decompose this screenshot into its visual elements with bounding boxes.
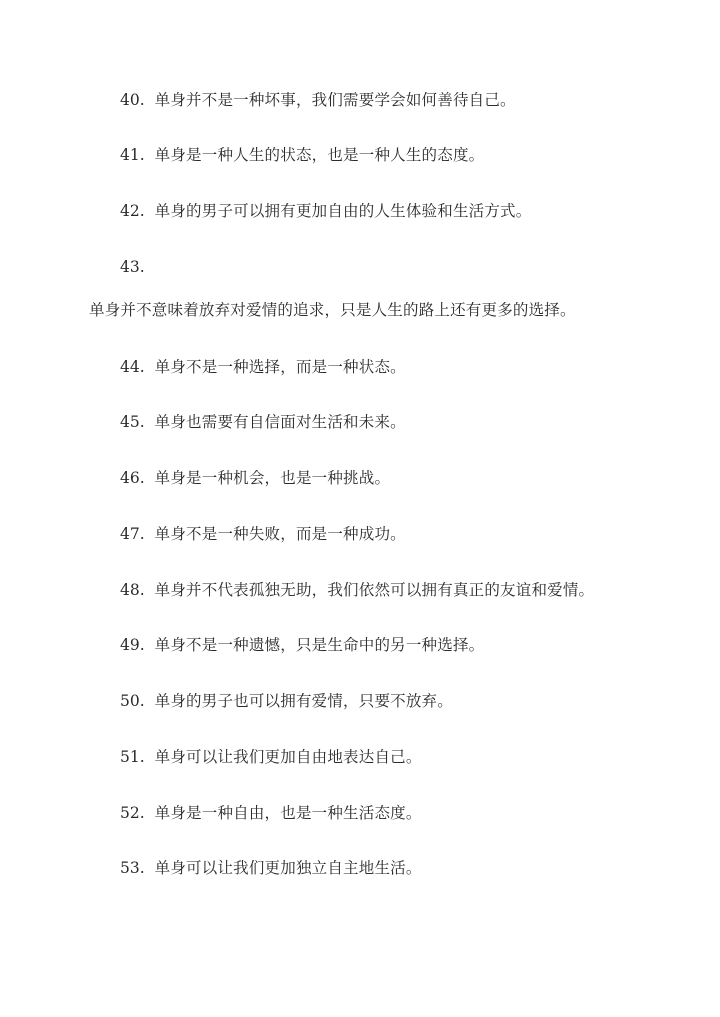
item-number: 52. — [120, 804, 145, 822]
item-text: 单身并不是一种坏事，我们需要学会如何善待自己。 — [154, 91, 516, 109]
item-text: 单身是一种人生的状态，也是一种人生的态度。 — [154, 146, 485, 164]
item-text: 单身的男子也可以拥有爱情，只要不放弃。 — [154, 692, 453, 710]
item-text: 单身不是一种选择，而是一种状态。 — [154, 358, 406, 376]
list-item — [120, 747, 422, 767]
item-text: 单身可以让我们更加独立自主地生活。 — [154, 859, 422, 877]
list-item — [120, 357, 406, 377]
item-text: 单身的男子可以拥有更加自由的人生体验和生活方式。 — [154, 202, 532, 220]
item-number: 43. — [120, 258, 145, 276]
item-number: 51. — [120, 748, 145, 766]
list-item — [120, 803, 422, 823]
list-item — [120, 580, 594, 600]
item-number: 45. — [120, 413, 145, 431]
item-text: 单身是一种机会，也是一种挑战。 — [154, 469, 391, 487]
list-item — [120, 468, 390, 488]
list-item — [120, 691, 453, 711]
list-item — [120, 858, 422, 878]
list-item — [120, 90, 516, 110]
list-item — [120, 635, 484, 655]
list-item — [120, 524, 406, 544]
item-number: 40. — [120, 91, 145, 109]
item-number: 49. — [120, 636, 145, 654]
item-text: 单身也需要有自信面对生活和未来。 — [154, 413, 406, 431]
item-number: 48. — [120, 581, 145, 599]
item-text: 单身不是一种失败，而是一种成功。 — [154, 525, 406, 543]
item-text: 单身是一种自由，也是一种生活态度。 — [154, 804, 422, 822]
list-item — [120, 145, 484, 165]
list-item — [120, 412, 406, 432]
item-number: 44. — [120, 358, 145, 376]
list-item — [120, 257, 155, 277]
list-item — [120, 201, 531, 221]
item-text: 单身并不代表孤独无助，我们依然可以拥有真正的友谊和爱情。 — [154, 581, 595, 599]
item-text: 单身可以让我们更加自由地表达自己。 — [154, 748, 422, 766]
item-number: 47. — [120, 525, 145, 543]
item-number: 53. — [120, 859, 145, 877]
item-number: 50. — [120, 692, 145, 710]
list-item-continuation: 单身并不意味着放弃对爱情的追求，只是人生的路上还有更多的选择。 — [89, 301, 576, 319]
item-number: 46. — [120, 469, 145, 487]
item-number: 41. — [120, 146, 145, 164]
item-number: 42. — [120, 202, 145, 220]
item-text: 单身不是一种遗憾，只是生命中的另一种选择。 — [154, 636, 485, 654]
